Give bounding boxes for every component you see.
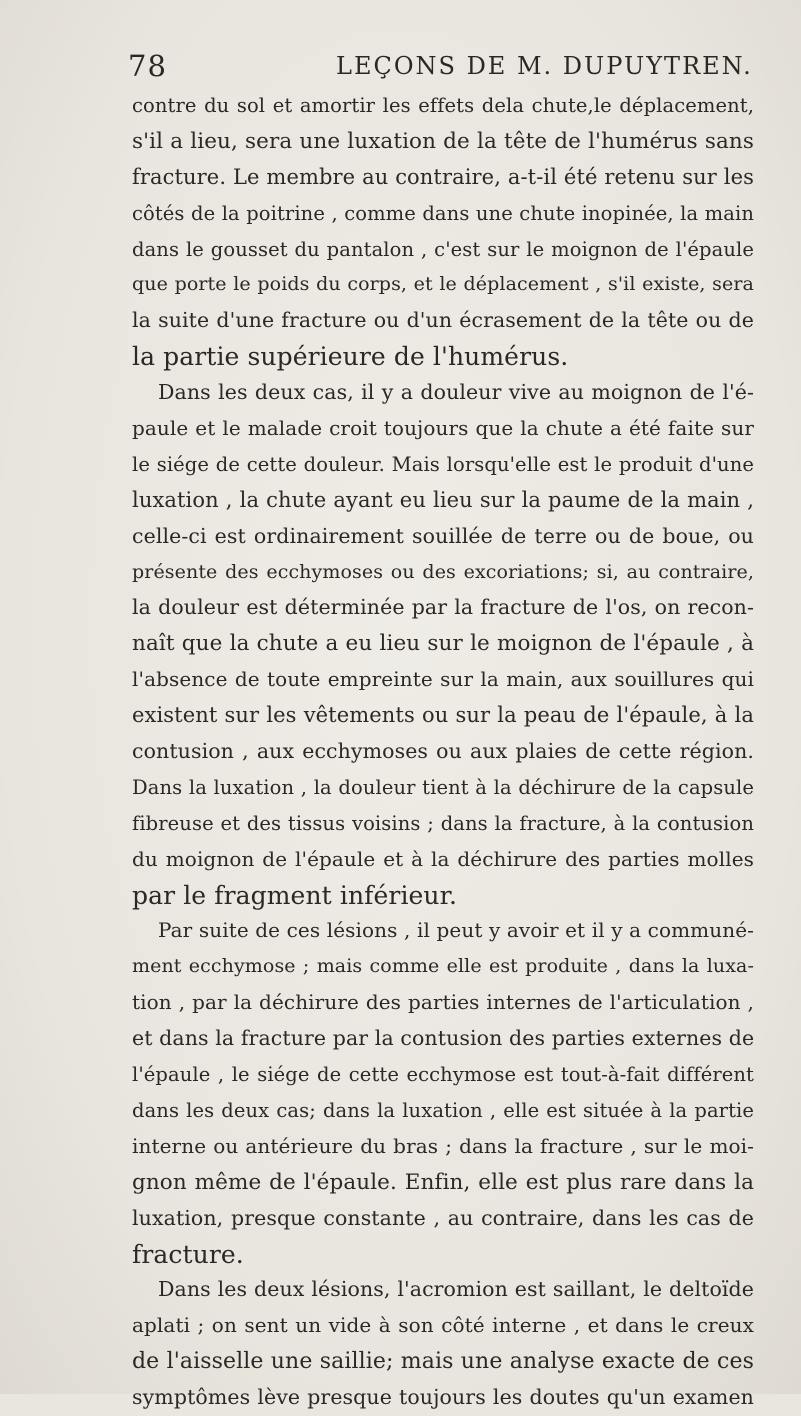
text-line: par le fragment inférieur. — [132, 880, 457, 910]
page-number: 78 — [128, 49, 167, 83]
text-line: la partie supérieure de l'humérus. — [132, 342, 569, 372]
text-line: tion , par la déchirure des parties internes de l'articulation , — [132, 990, 754, 1015]
text-line: fracture. — [132, 1239, 244, 1269]
text-line: paule et le malade croit toujours que la chute a été faite sur — [132, 416, 754, 441]
text-line: dans les deux cas; dans la luxation , elle est située à la partie — [132, 1098, 754, 1122]
text-line: présente des ecchymoses ou des excoriations; si, au contraire, — [132, 560, 754, 583]
text-line: et dans la fracture par la contusion des parties externes de — [132, 1026, 755, 1051]
paragraph-start-line: Par suite de ces lésions , il peut y avoir et il y a communé- — [158, 918, 754, 943]
text-line: symptômes lève presque toujours les doutes qu'un examen — [132, 1385, 754, 1410]
text-line: contusion , aux ecchymoses ou aux plaies de cette région. — [132, 739, 754, 764]
text-line: dans le gousset du pantalon , c'est sur le moignon de l'épaule — [132, 237, 754, 261]
paragraph-start-line: Dans les deux lésions, l'acromion est saillant, le deltoïde — [158, 1277, 754, 1302]
text-line: naît que la chute a eu lieu sur le moignon de l'épaule , à — [132, 631, 754, 657]
text-line: ment ecchymose ; mais comme elle est produite , dans la luxa- — [132, 955, 754, 978]
text-line: la douleur est déterminée par la fracture de l'os, on recon- — [132, 595, 754, 620]
paragraph-start-line: Dans les deux cas, il y a douleur vive au moignon de l'é- — [158, 380, 754, 405]
text-line: luxation, presque constante , au contraire, dans les cas de — [132, 1205, 754, 1230]
text-line: fracture. Le membre au contraire, a-t-il été retenu sur les — [132, 164, 754, 189]
text-line: côtés de la poitrine , comme dans une chute inopinée, la main — [132, 201, 754, 225]
running-head-title: LEÇONS DE M. DUPUYTREN. — [336, 52, 753, 80]
text-line: existent sur les vêtements ou sur la peau de l'épaule, à la — [132, 703, 754, 728]
text-line: l'absence de toute empreinte sur la main, aux souillures qui — [132, 667, 754, 692]
text-line: luxation , la chute ayant eu lieu sur la paume de la main , — [132, 487, 754, 512]
text-line: que porte le poids du corps, et le déplacement , s'il existe, sera — [132, 273, 754, 296]
text-line: le siége de cette douleur. Mais lorsqu'elle est le produit d'une — [132, 452, 754, 476]
text-line: s'il a lieu, sera une luxation de la tête de l'humérus sans — [132, 128, 754, 154]
text-line: l'épaule , le siége de cette ecchymose est tout-à-fait différent — [132, 1063, 754, 1087]
text-line: de l'aisselle une saillie; mais une analyse exacte de ces — [132, 1349, 754, 1375]
text-line: interne ou antérieure du bras ; dans la fracture , sur le moi- — [132, 1133, 754, 1158]
body-text — [132, 88, 754, 1416]
text-line: la suite d'une fracture ou d'un écrasement de la tête ou de — [132, 308, 754, 333]
text-line: fibreuse et des tissus voisins ; dans la fracture, à la contusion — [132, 811, 754, 835]
text-line: contre du sol et amortir les effets dela chute,le déplacement, — [132, 94, 754, 117]
text-line: celle-ci est ordinairement souillée de terre ou de boue, ou — [132, 523, 754, 548]
running-head — [128, 46, 753, 86]
text-line: gnon même de l'épaule. Enfin, elle est plus rare dans la — [132, 1169, 754, 1195]
text-line: Dans la luxation , la douleur tient à la déchirure de la capsule — [132, 775, 754, 799]
text-line: du moignon de l'épaule et à la déchirure des parties molles — [132, 846, 754, 871]
text-line: aplati ; on sent un vide à son côté interne , et dans le creux — [132, 1313, 754, 1338]
